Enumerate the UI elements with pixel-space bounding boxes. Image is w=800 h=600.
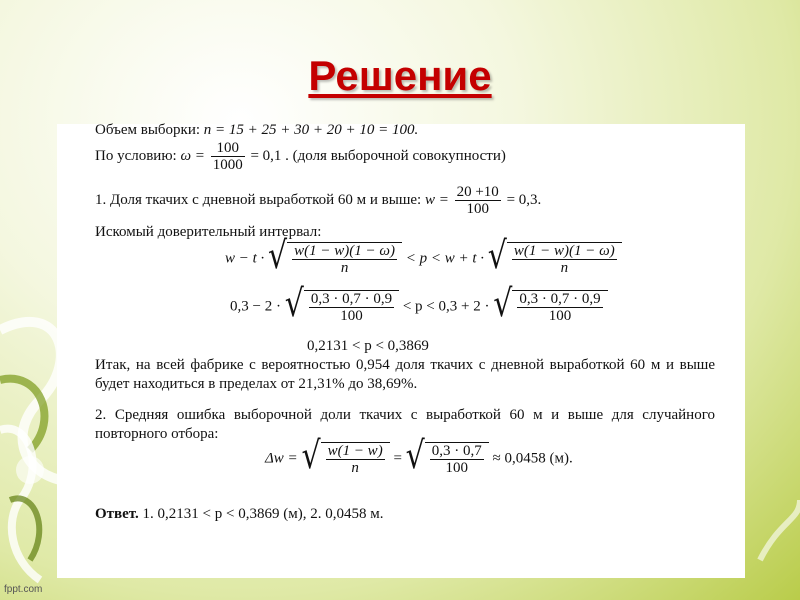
radical-sign: √: [301, 434, 321, 478]
sqrt-fraction: [292, 243, 397, 276]
frac-den: 1000: [212, 157, 243, 173]
sqrt-fraction: [326, 443, 385, 476]
condition-label: По условию:: [95, 147, 181, 164]
frac-den: n: [351, 460, 359, 476]
sqrt-expression: [405, 434, 489, 478]
mean-error-paragraph: 2. Средняя ошибка выборочной доли ткачих с выработкой 60 м и выше для случайного повторного отбора:: [95, 407, 715, 442]
formula-part: < p < 0,3 + 2 ·: [402, 298, 490, 315]
frac-num: w(1 − w)(1 − ω): [513, 243, 615, 259]
radical-sign: √: [487, 234, 507, 278]
w-fraction: [455, 184, 501, 217]
watermark: fppt.com: [4, 584, 43, 595]
frac-den: 100: [548, 308, 572, 324]
interval-result: 0,2131 < p < 0,3869: [307, 338, 429, 354]
sqrt-fraction: [512, 243, 617, 276]
frac-den: 100: [466, 201, 489, 217]
interval-formula-numeric: [230, 282, 608, 326]
interval-formula-general: [225, 234, 622, 278]
condition-line: [95, 140, 506, 173]
answer-line: [95, 506, 383, 523]
frac-num: 0,3 · 0,7: [431, 443, 482, 459]
sqrt-fraction: [309, 291, 394, 324]
conclusion-paragraph: Итак, на всей фабрике с вероятностью 0,954 доля ткачих с дневной выработкой 60 м и выше будет находиться в пределах от 21,31% до 38,69%.: [95, 357, 715, 392]
share-label: 1. Доля ткачих с дневной выработкой 60 м и выше:: [95, 191, 425, 208]
formula-part: 0,3 − 2 ·: [230, 298, 281, 315]
sqrt-expression: [487, 234, 622, 278]
share-line: [95, 184, 541, 217]
frac-den: n: [560, 260, 569, 276]
formula-part: w − t ·: [225, 250, 265, 267]
radical-sign: √: [284, 282, 304, 326]
frac-num: 20 +10: [456, 184, 499, 200]
radical-sign: √: [268, 234, 288, 278]
sample-size-label: Объем выборки:: [95, 122, 204, 138]
frac-num: w(1 − w)(1 − ω): [294, 243, 395, 259]
sample-size-line: [95, 122, 418, 139]
sqrt-expression: [493, 282, 607, 326]
frac-den: 100: [445, 460, 469, 476]
radical-sign: √: [493, 282, 513, 326]
answer-label: Ответ.: [95, 506, 139, 522]
sqrt-expression: [284, 282, 399, 326]
sqrt-fraction: [430, 443, 484, 476]
formula-part: ≈ 0,0458 (м).: [492, 450, 573, 467]
formula-part: =: [393, 450, 402, 467]
formula-part: Δw =: [265, 450, 298, 467]
answer-text: 1. 0,2131 < p < 0,3869 (м), 2. 0,0458 м.: [138, 506, 384, 522]
interval-heading: Искомый доверительный интервал:: [95, 224, 322, 240]
omega-lhs: ω =: [180, 147, 205, 164]
frac-num: 100: [211, 140, 245, 157]
formula-part: < p < w + t ·: [405, 250, 485, 267]
sqrt-expression: [268, 234, 402, 278]
omega-fraction: [211, 140, 245, 173]
sqrt-expression: [301, 434, 389, 478]
radical-sign: √: [405, 434, 425, 478]
frac-num: 0,3 · 0,7 · 0,9: [519, 291, 601, 307]
frac-den: 100: [340, 308, 363, 324]
share-rest: = 0,3.: [506, 191, 542, 208]
sqrt-fraction: [517, 291, 602, 324]
mean-error-formula: [265, 434, 573, 478]
slide-title: Решение: [308, 52, 492, 99]
sample-size-formula: n = 15 + 25 + 30 + 20 + 10 = 100.: [203, 122, 419, 138]
frac-num: w(1 − w): [327, 443, 383, 459]
w-lhs: w =: [424, 191, 449, 208]
condition-rest: = 0,1 . (доля выборочной совокупности): [250, 147, 506, 164]
frac-num: 0,3 · 0,7 · 0,9: [310, 291, 393, 307]
frac-den: n: [340, 260, 349, 276]
solution-document: [95, 122, 725, 542]
